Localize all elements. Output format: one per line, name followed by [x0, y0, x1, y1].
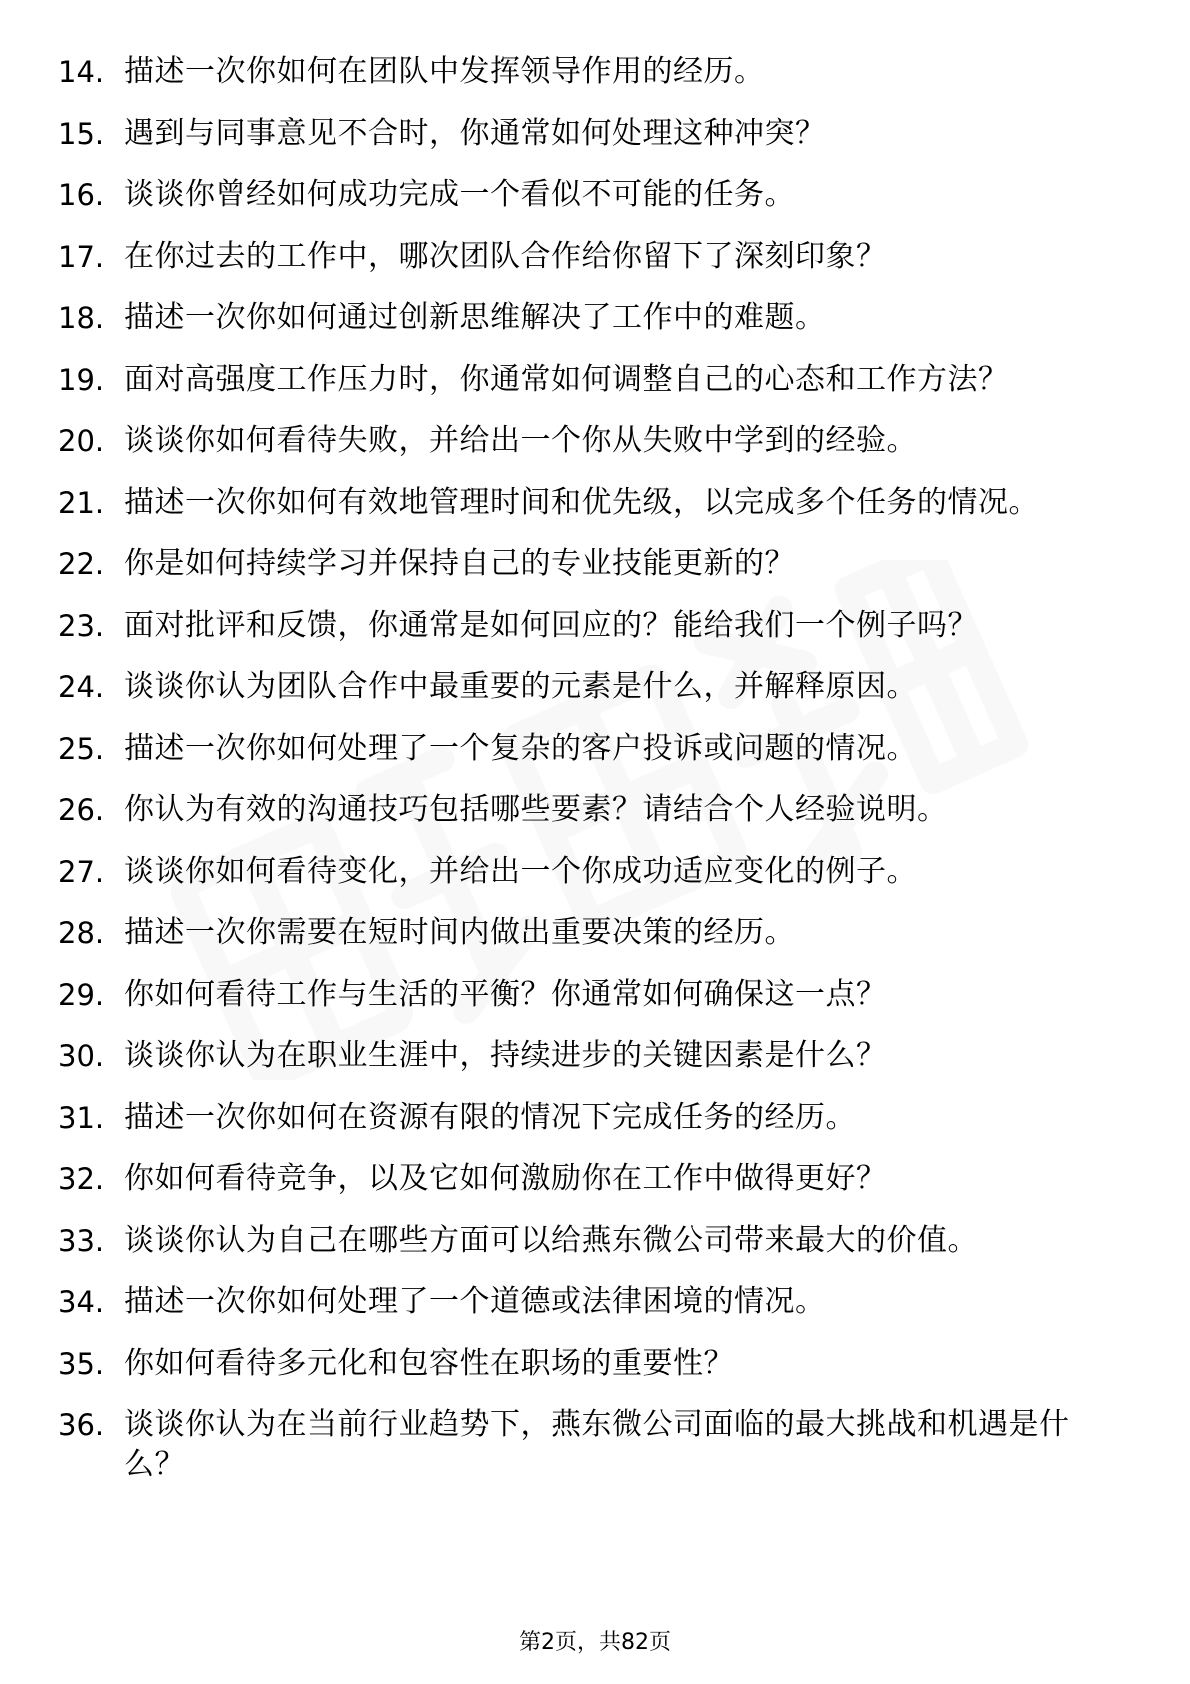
- question-text: 谈谈你如何看待变化，并给出一个你成功适应变化的例子。: [124, 853, 917, 889]
- question-list: [58, 52, 1118, 1507]
- question-item: [58, 1036, 1118, 1076]
- question-number: 15.: [58, 116, 105, 151]
- question-item: [58, 852, 1118, 892]
- question-text: 描述一次你如何通过创新思维解决了工作中的难题。: [124, 300, 826, 335]
- question-item: [58, 237, 1118, 277]
- question-text: 描述一次你如何在资源有限的情况下完成任务的经历。: [124, 1099, 856, 1135]
- question-text: 谈谈你认为自己在哪些方面可以给燕东微公司带来最大的价值。: [124, 1222, 978, 1258]
- question-item: [58, 360, 1118, 400]
- question-number: 25.: [58, 731, 105, 766]
- question-item: [58, 175, 1118, 215]
- question-number: 33.: [58, 1223, 105, 1258]
- question-number: 17.: [58, 239, 105, 274]
- question-text: 在你过去的工作中，哪次团队合作给你留下了深刻印象？: [124, 238, 887, 274]
- question-number: 35.: [58, 1346, 105, 1381]
- page-footer: 第2页，共82页: [519, 1630, 671, 1655]
- question-number: 32.: [58, 1162, 105, 1196]
- question-number: 14.: [58, 55, 105, 89]
- question-number: 20.: [58, 424, 105, 458]
- question-item: [58, 1098, 1118, 1138]
- question-item: [58, 421, 1118, 461]
- question-number: 26.: [58, 793, 105, 827]
- question-number: 29.: [58, 977, 105, 1012]
- question-text: 谈谈你认为团队合作中最重要的元素是什么，并解释原因。: [124, 669, 917, 704]
- question-text: 你如何看待竞争，以及它如何激励你在工作中做得更好？: [124, 1161, 887, 1196]
- question-number: 23.: [58, 608, 105, 643]
- question-number: 18.: [58, 301, 105, 335]
- question-text: 谈谈你认为在当前行业趋势下，燕东微公司面临的最大挑战和机遇是什么？: [124, 1407, 1070, 1482]
- question-text: 描述一次你如何处理了一个复杂的客户投诉或问题的情况。: [124, 730, 917, 766]
- question-text: 你是如何持续学习并保持自己的专业技能更新的？: [124, 546, 795, 581]
- question-text: 谈谈你认为在职业生涯中，持续进步的关键因素是什么？: [124, 1038, 887, 1073]
- question-text: 面对批评和反馈，你通常是如何回应的？能给我们一个例子吗？: [124, 607, 978, 643]
- question-text: 描述一次你如何在团队中发挥领导作用的经历。: [124, 54, 765, 89]
- question-text: 你如何看待工作与生活的平衡？你通常如何确保这一点？: [124, 976, 887, 1012]
- question-number: 34.: [58, 1285, 105, 1319]
- question-item: [58, 483, 1118, 523]
- question-number: 31.: [58, 1100, 105, 1135]
- question-text: 遇到与同事意见不合时，你通常如何处理这种冲突？: [124, 115, 826, 151]
- question-number: 30.: [58, 1039, 105, 1073]
- question-item: [58, 975, 1118, 1015]
- question-number: 24.: [58, 670, 105, 704]
- question-text: 面对高强度工作压力时，你通常如何调整自己的心态和工作方法？: [124, 361, 1009, 397]
- question-item: [58, 1221, 1118, 1261]
- question-text: 谈谈你曾经如何成功完成一个看似不可能的任务。: [124, 177, 795, 212]
- question-item: [58, 606, 1118, 646]
- question-text: 谈谈你如何看待失败，并给出一个你从失败中学到的经验。: [124, 423, 917, 458]
- question-item: [58, 1405, 1118, 1485]
- question-text: 你如何看待多元化和包容性在职场的重要性？: [124, 1345, 734, 1381]
- question-number: 27.: [58, 854, 105, 889]
- question-text: 描述一次你需要在短时间内做出重要决策的经历。: [124, 915, 795, 950]
- question-number: 19.: [58, 362, 105, 397]
- question-item: [58, 1344, 1118, 1384]
- question-item: [58, 114, 1118, 154]
- question-number: 22.: [58, 547, 105, 581]
- question-number: 21.: [58, 485, 105, 520]
- question-item: [58, 667, 1118, 707]
- question-text: 描述一次你如何有效地管理时间和优先级，以完成多个任务的情况。: [124, 484, 1039, 520]
- question-item: [58, 729, 1118, 769]
- question-item: [58, 913, 1118, 953]
- question-number: 36.: [58, 1408, 105, 1442]
- question-text: 你认为有效的沟通技巧包括哪些要素？请结合个人经验说明。: [124, 792, 948, 827]
- question-item: [58, 544, 1118, 584]
- question-item: [58, 1159, 1118, 1199]
- question-item: [58, 1282, 1118, 1322]
- question-number: 16.: [58, 178, 105, 212]
- question-text: 描述一次你如何处理了一个道德或法律困境的情况。: [124, 1284, 826, 1319]
- question-item: [58, 298, 1118, 338]
- question-item: [58, 790, 1118, 830]
- question-number: 28.: [58, 916, 105, 950]
- question-item: [58, 52, 1118, 92]
